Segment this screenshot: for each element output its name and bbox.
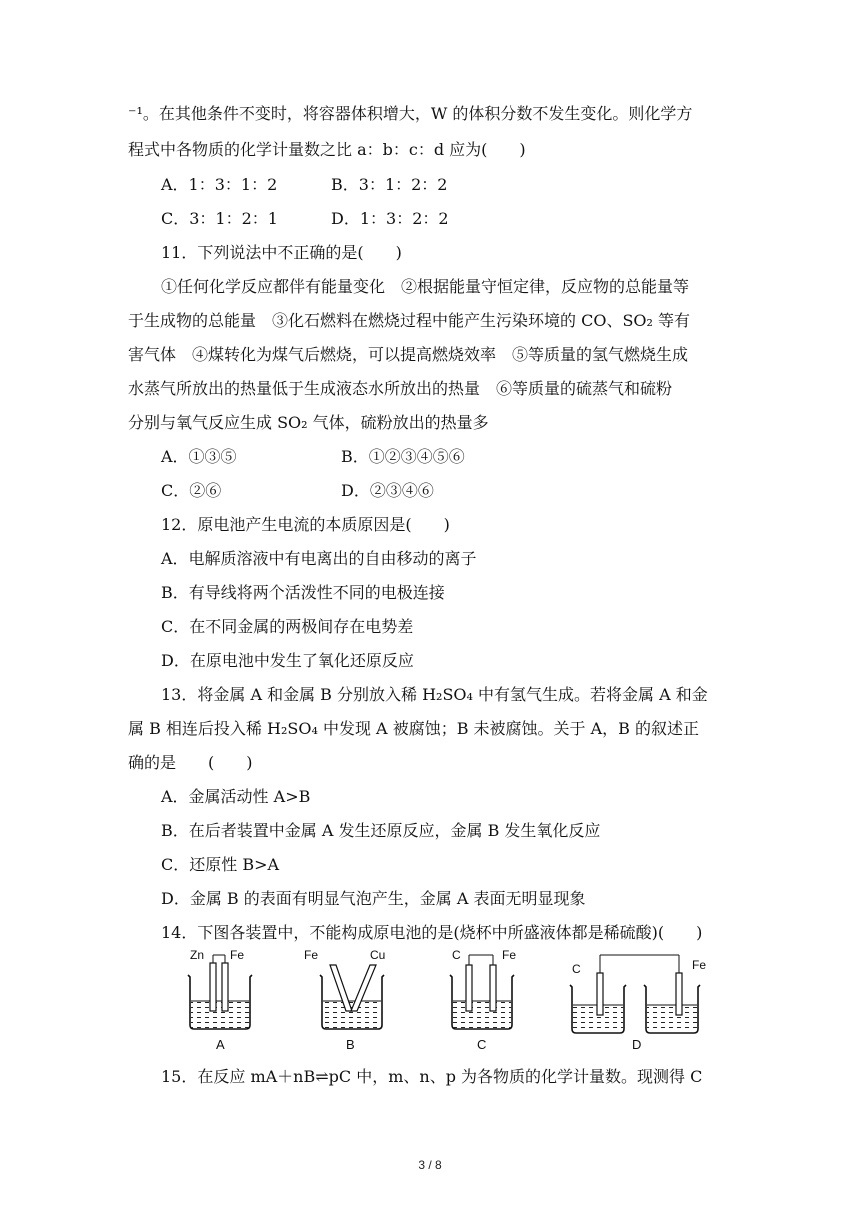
q12-option-a: A．电解质溶液中有电离出的自由移动的离子 bbox=[161, 549, 477, 568]
q13-line-3: 确的是 ( ) bbox=[128, 753, 253, 772]
beaker-c bbox=[450, 948, 516, 1052]
q11-stem: 11．下列说法中不正确的是( ) bbox=[161, 243, 402, 262]
q10-option-d: D．1：3：2：2 bbox=[331, 209, 449, 228]
q13-line-1: 13．将金属 A 和金属 B 分别放入稀 H₂SO₄ 中有氢气生成。若将金属 A 和金 bbox=[161, 685, 708, 704]
beaker-a bbox=[188, 948, 252, 1052]
beaker-c-caption: C bbox=[477, 1037, 487, 1052]
q13-option-d: D．金属 B 的表面有明显气泡产生，金属 A 表面无明显现象 bbox=[161, 889, 586, 908]
q11-body-line-2: 于生成物的总能量 ③化石燃料在燃烧过程中能产生污染环境的 CO、SO₂ 等有 bbox=[128, 311, 691, 330]
beaker-d-right-label: Fe bbox=[692, 958, 707, 972]
q13-option-c: C．还原性 B>A bbox=[161, 855, 280, 874]
beaker-a-caption: A bbox=[216, 1037, 225, 1052]
q13-line-2: 属 B 相连后投入稀 H₂SO₄ 中发现 A 被腐蚀；B 未被腐蚀。关于 A，B 的叙述正 bbox=[128, 719, 700, 738]
q11-option-a: A．①③⑤ bbox=[161, 447, 237, 466]
beaker-a-left-label: Zn bbox=[190, 948, 205, 962]
q11-body-line-5: 分别与氧气反应生成 SO₂ 气体，硫粉放出的热量多 bbox=[128, 413, 489, 432]
q14-stem: 14．下图各装置中，不能构成原电池的是(烧杯中所盛液体都是稀硫酸)( ) bbox=[161, 923, 703, 942]
beaker-a-right-label: Fe bbox=[230, 948, 245, 962]
q13-option-a: A．金属活动性 A>B bbox=[161, 787, 311, 806]
beaker-b-right-label: Cu bbox=[370, 948, 386, 962]
beaker-c-right-label: Fe bbox=[502, 948, 517, 962]
q12-option-c: C．在不同金属的两极间存在电势差 bbox=[161, 617, 414, 636]
page-number: 3 / 8 bbox=[418, 1158, 442, 1172]
beaker-d-caption: D bbox=[632, 1037, 642, 1052]
q11-option-c: C．②⑥ bbox=[161, 481, 222, 500]
q10-line-1: ⁻¹。在其他条件不变时，将容器体积增大，W 的体积分数不发生变化。则化学方 bbox=[128, 104, 693, 123]
beaker-b-left-label: Fe bbox=[304, 948, 319, 962]
q12-option-d: D．在原电池中发生了氧化还原反应 bbox=[161, 651, 414, 670]
q10-option-a: A．1：3：1：2 bbox=[161, 175, 278, 194]
q11-body-line-4: 水蒸气所放出的热量低于生成液态水所放出的热量 ⑥等质量的硫蒸气和硫粉 bbox=[128, 379, 673, 398]
beaker-b-caption: B bbox=[346, 1037, 355, 1052]
q11-option-b: B．①②③④⑤⑥ bbox=[341, 447, 465, 466]
q10-option-b: B．3：1：2：2 bbox=[331, 175, 448, 194]
q11-body-line-1: ①任何化学反应都伴有能量变化 ②根据能量守恒定律，反应物的总能量等 bbox=[161, 277, 690, 296]
q13-option-b: B．在后者装置中金属 A 发生还原反应，金属 B 发生氧化反应 bbox=[161, 821, 601, 840]
beaker-d bbox=[570, 955, 706, 1052]
beaker-d-left-label: C bbox=[572, 962, 581, 976]
q11-body-line-3: 害气体 ④煤转化为煤气后燃烧，可以提高燃烧效率 ⑤等质量的氢气燃烧生成 bbox=[128, 345, 689, 364]
q15-line-1: 15．在反应 mA＋nB⇌pC 中，m、n、p 为各物质的化学计量数。现测得 C bbox=[161, 1067, 703, 1086]
q11-option-d: D．②③④⑥ bbox=[341, 481, 434, 500]
beaker-c-left-label: C bbox=[452, 948, 461, 962]
q12-option-b: B．有导线将两个活泼性不同的电极连接 bbox=[161, 583, 445, 602]
q14-figure bbox=[180, 945, 740, 1055]
beaker-b bbox=[304, 948, 385, 1052]
q10-option-c: C．3：1：2：1 bbox=[161, 209, 278, 228]
q10-line-2: 程式中各物质的化学计量数之比 a：b：c：d 应为( ) bbox=[128, 140, 526, 159]
q12-stem: 12．原电池产生电流的本质原因是( ) bbox=[161, 515, 450, 534]
